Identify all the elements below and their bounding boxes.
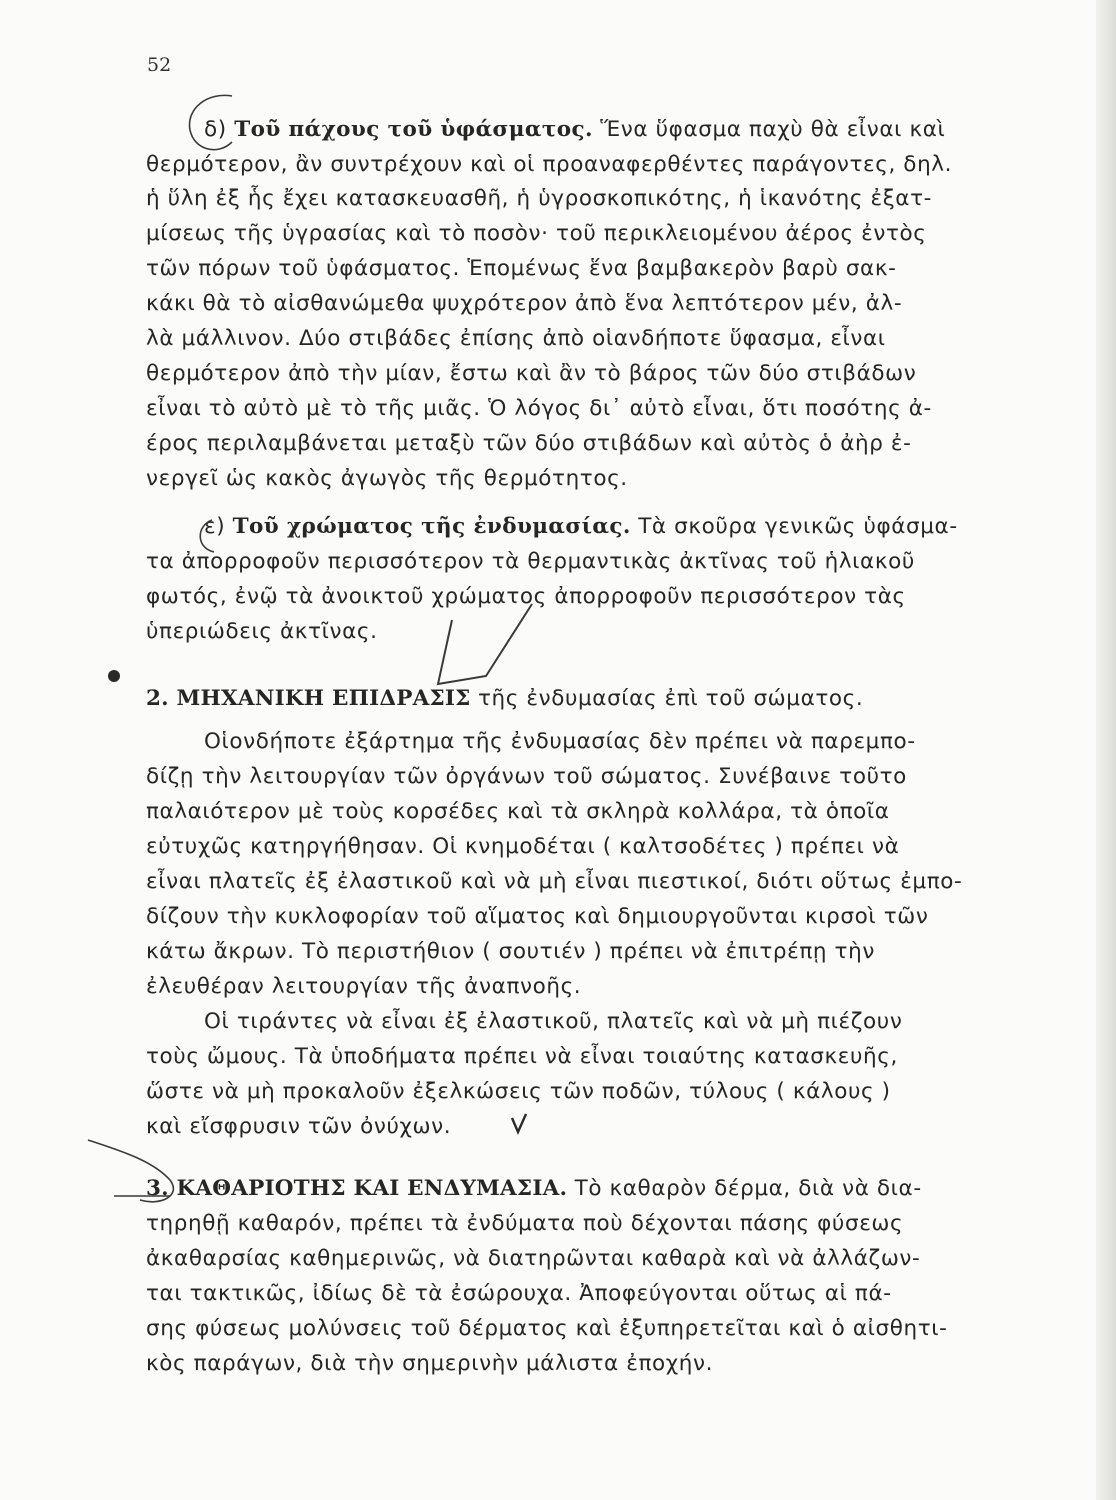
text-line: νεργεῖ ὡς κακὸς ἀγωγὸς τῆς θερμότητος. xyxy=(146,466,628,491)
text-line: δίζουν τὴν κυκλοφορίαν τοῦ αἵματος καὶ δημιουργοῦνται κιρσοὶ τῶν xyxy=(146,904,929,929)
text-line: ἀκαθαρσίας καθημερινῶς, νὰ διατηρῶνται καθαρὰ καὶ νὰ ἀλλάζων- xyxy=(146,1246,921,1271)
text-line: 2. ΜΗΧΑΝΙΚΗ ΕΠΙΔΡΑΣΙΣ τῆς ἐνδυμασίας ἐπὶ τοῦ σώματος. xyxy=(146,686,864,711)
section-marker: ε) xyxy=(204,514,226,539)
text-line: κάκι θὰ τὸ αἰσθανώμεθα ψυχρότερον ἀπὸ ἕνα λεπτότερον μέν, ἀλ- xyxy=(146,291,903,316)
text-line: 3. ΚΑΘΑΡΙΟΤΗΣ ΚΑΙ ΕΝΔΥΜΑΣΙΑ. Τὸ καθαρὸν δέρμα, διὰ νὰ δια- xyxy=(146,1176,922,1201)
section-title: Τοῦ χρώματος τῆς ἐνδυμασίας. xyxy=(232,514,631,539)
section-heading: 3. ΚΑΘΑΡΙΟΤΗΣ ΚΑΙ ΕΝΔΥΜΑΣΙΑ. xyxy=(146,1176,568,1201)
text-line: ὥστε νὰ μὴ προκαλοῦν ἐξελκώσεις τῶν ποδῶν, τύλους ( κάλους ) xyxy=(146,1079,891,1104)
text-line: θερμότερον ἀπὸ τὴν μίαν, ἔστω καὶ ἂν τὸ βάρος τῶν δύο στιβάδων xyxy=(146,361,917,386)
text-line: σης φύσεως μολύνσεις τοῦ δέρματος καὶ ἐξυπηρετεῖται καὶ ὁ αἰσθητι- xyxy=(146,1316,948,1341)
text-line: τοὺς ὤμους. Τὰ ὑποδήματα πρέπει νὰ εἶναι τοιαύτης κατασκευῆς, xyxy=(146,1044,898,1069)
text-line: τα ἀπορροφοῦν περισσότερον τὰ θερμαντικὰς ἀκτῖνας τοῦ ἡλιακοῦ xyxy=(146,549,915,574)
section-marker: δ) xyxy=(204,117,227,142)
text-line: εἶναι πλατεῖς ἐξ ἐλαστικοῦ καὶ νὰ μὴ εἶναι πιεστικοί, διότι οὕτως ἐμπο- xyxy=(146,869,963,894)
page-edge-shadow xyxy=(1096,0,1116,1500)
text-line: μίσεως τῆς ὑγρασίας καὶ τὸ ποσὸν· τοῦ περικλειομένου ἀέρος ἐντὸς xyxy=(146,221,927,246)
section-heading: 2. ΜΗΧΑΝΙΚΗ ΕΠΙΔΡΑΣΙΣ xyxy=(146,686,471,711)
text-line: κὸς παράγων, διὰ τὴν σημερινὴν μάλιστα ἐποχήν. xyxy=(146,1351,714,1376)
page-number: 52 xyxy=(147,54,172,76)
text-line: δ) Τοῦ πάχους τοῦ ὑφάσματος. Ἕνα ὕφασμα παχὺ θὰ εἶναι καὶ xyxy=(204,117,946,142)
pencil-checkmark xyxy=(438,604,532,684)
section-title: Τοῦ πάχους τοῦ ὑφάσματος. xyxy=(234,117,593,142)
text-line: ἐλευθέραν λειτουργίαν τῆς ἀναπνοῆς. xyxy=(146,974,582,999)
text-line: εὐτυχῶς κατηργήθησαν. Οἱ κνημοδέται ( καλτσοδέτες ) πρέπει νὰ xyxy=(146,834,900,859)
text-line: τῶν πόρων τοῦ ὑφάσματος. Ἑπομένως ἕνα βαμβακερὸν βαρὺ σακ- xyxy=(146,256,897,281)
text-line: θερμότερον, ἂν συντρέχουν καὶ οἱ προαναφερθέντες παράγοντες, δηλ. xyxy=(146,152,953,177)
text-line: Οἱονδήποτε ἐξάρτημα τῆς ἐνδυμασίας δὲν πρέπει νὰ παρεμπο- xyxy=(204,729,916,754)
text-line: τηρηθῇ καθαρόν, πρέπει τὰ ἐνδύματα ποὺ δέχονται πάσης φύσεως xyxy=(146,1211,904,1236)
text-line: καὶ εἴσφρυσιν τῶν ὀνύχων. xyxy=(146,1114,452,1139)
text-line: ἡ ὕλη ἐξ ἧς ἔχει κατασκευασθῆ, ἡ ὑγροσκοπικότης, ἡ ἱκανότης ἐξατ- xyxy=(146,186,932,211)
text-line: Οἱ τιράντες νὰ εἶναι ἐξ ἐλαστικοῦ, πλατεῖς καὶ νὰ μὴ πιέζουν xyxy=(204,1009,903,1034)
text-line: παλαιότερον μὲ τοὺς κορσέδες καὶ τὰ σκληρὰ κολλάρα, τὰ ὁποῖα xyxy=(146,799,890,824)
text-line: έρος περιλαμβάνεται μεταξὺ τῶν δύο στιβάδων καὶ αὐτὸς ὁ ἀὴρ ἐ- xyxy=(146,431,912,456)
text-line: ε) Τοῦ χρώματος τῆς ἐνδυμασίας. Τὰ σκοῦρα γενικῶς ὑφάσμα- xyxy=(204,514,958,539)
text-line: ται τακτικῶς, ἰδίως δὲ τὰ ἐσώρουχα. Ἀποφεύγονται οὕτως αἱ πά- xyxy=(146,1281,892,1306)
text-line: ὑπεριώδεις ἀκτῖνας. xyxy=(146,619,378,644)
ink-blot xyxy=(108,670,120,682)
ink-tick xyxy=(512,1114,526,1132)
text-line: κάτω ἄκρων. Τὸ περιστήθιον ( σουτιέν ) πρέπει νὰ ἐπιτρέπῃ τὴν xyxy=(146,939,875,964)
text-line: λὰ μάλλινον. Δύο στιβάδες ἐπίσης ἀπὸ οἱανδήποτε ὕφασμα, εἶναι xyxy=(146,326,886,351)
text-line: εἶναι τὸ αὐτὸ μὲ τὸ τῆς μιᾶς. Ὁ λόγος δι᾽ αὐτὸ εἶναι, ὅτι ποσότης ἀ- xyxy=(146,396,932,421)
text-line: δίζῃ τὴν λειτουργίαν τῶν ὀργάνων τοῦ σώματος. Συνέβαινε τοῦτο xyxy=(146,764,907,789)
text-line: φωτός, ἐνῷ τὰ ἀνοικτοῦ χρώματος ἀπορροφοῦν περισσότερον τὰς xyxy=(146,584,906,609)
